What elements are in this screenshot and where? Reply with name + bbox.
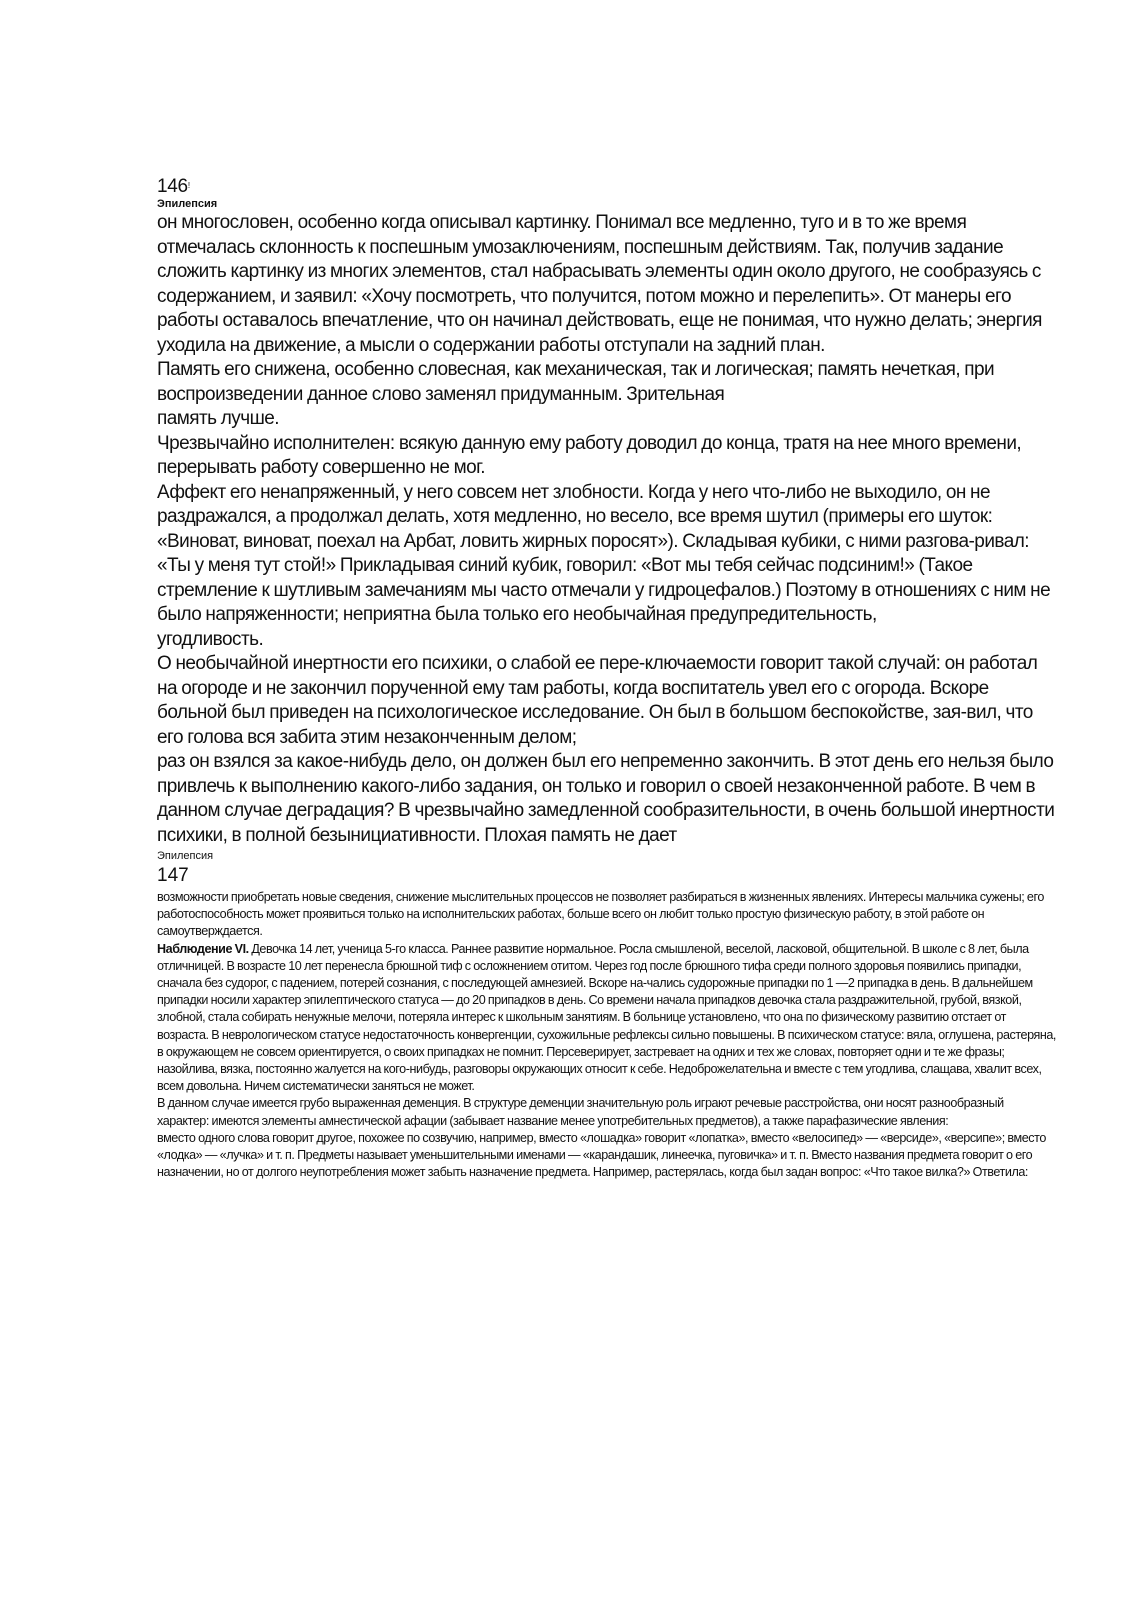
paragraph: угодливость. (157, 628, 264, 650)
paragraph (157, 1095, 1057, 1129)
paragraph: О необычайной инертности его психики, о слабой ее пере-ключаемости говорит такой случай: он работал на огороде и не закончил порученной ему там работы, когда воспитатель увел его с огорода. Вскоре больной был приведен на психологическое исследование. Он был в большом беспокойстве, зая-вил, что его голова вся забита этим незаконченным делом; (157, 653, 1038, 748)
paragraph-text: вместо одного слова говорит другое, похожее по созвучию, например, вместо «лошадка» говорит «лопатка», вместо «велосипед» — «версиде», «версипе»; вместо «лодка» — «лучка» и т. п. Предметы называет уменьшительными именами — «карандашик, линеечка, пуговичка» и т. п. Вместо названия предмета говорит о его назначении, но от долгого неупотребления может забыть назначение предмета. Например, растерялась, когда был задан вопрос: «Что такое вилка?» Ответила: (157, 1130, 1046, 1180)
observation-paragraph (157, 941, 1057, 1096)
page-number-mark: ! (187, 181, 190, 190)
paragraph (157, 1130, 1057, 1182)
paragraph: Чрезвычайно исполнителен: всякую данную ему работу доводил до конца, тратя на нее много времени, перерывать работу совершенно не мог. (157, 432, 1022, 478)
paragraph-text: Девочка 14 лет, ученица 5-го класса. Раннее развитие нормальное. Росла смышленой, веселой, ласковой, общительной. В школе с 8 лет, была отличницей. В возрасте 10 лет перенесла брюшной тиф с осложнением отитом. Через год после брюшного тифа среди полного здоровья появились припадки, сначала без судорог, с падением, потерей сознания, с последующей амнезией. Вскоре на-чались судорожные припадки по 1 —2 припадка в день. В дальнейшем припадки носили характер эпилептического статуса — до 20 припадков в день. Со времени начала припадков девочка стала раздражительной, грубой, вязкой, злобной, стала собирать ненужные мелочи, потеряла интерес к школьным занятиям. В больнице установлено, что она по физическому развитию отстает от возраста. В неврологическом статусе недостаточность конвергенции, сухожильные рефлексы сильно повышены. В психическом статусе: вяла, оглушена, растеряна, в окружающем не совсем ориентируется, о своих припадках не помнит. Персеверирует, застревает на одних и тех же словах, повторяет одни и те же фразы; назойлива, вязка, постоянно жалуется на кого-нибудь, разговоры окружающих относит к себе. Недоброжелательна и вместе с тем угодлива, слащава, хвалит всех, всем довольна. Ничем систематически заняться не может. (157, 941, 1056, 1094)
paragraph: Память его снижена, особенно словесная, как механическая, так и логическая; память нечеткая, при воспроизведении данное слово заменял придуманным. Зрительная (157, 359, 995, 405)
page-number-value: 146 (157, 176, 188, 197)
running-head-second: Эпилепсия (157, 850, 214, 862)
observation-label: Наблюдение VI. (157, 941, 249, 956)
paragraph: раз он взялся за какое-нибудь дело, он должен был его непременно закончить. В этот день его нельзя было привлечь к выполнению какого-либо задания, он только и говорил о своей незаконченной работе. В чем в данном случае деградация? В чрезвычайно замедленной сообразительности, в очень большой инертности психики, в полной безынициативности. Плохая память не дает (157, 751, 1055, 846)
paragraph-text: В данном случае имеется грубо выраженная деменция. В структуре деменции значительную роль играют речевые расстройства, они носят разнообразный характер: имеются элементы амнестической афации (забывает название менее употребительных предметов), а также парафазические явления: (157, 1096, 1004, 1128)
large-text-block (157, 211, 1057, 848)
page-number-second: 147 (157, 865, 189, 886)
paragraph-text: возможности приобретать новые сведения, снижение мыслительных процессов не позволяет разбираться в жизненных явлениях. Интересы мальчика сужены; его работоспособность может проявиться только на исполнительских работах, больше всего он любит только простую физическую работу, в этой работе он самоутверждается. (157, 890, 1044, 939)
page-number-top (157, 177, 1057, 197)
running-head-top: Эпилепсия (157, 198, 218, 210)
small-text-block (157, 889, 1057, 1181)
paragraph (157, 889, 1057, 941)
paragraph: Аффект его ненапряженный, у него совсем нет злобности. Когда у него что-либо не выходило, он не раздражался, а продолжал делать, хотя медленно, но весело, все время шутил (примеры его шуток: «Виноват, виноват, поехал на Арбат, ловить жирных поросят»). Складывая кубики, с ними разгова-ривал: «Ты у меня тут стой!» Прикладывая синий кубик, говорил: «Вот мы тебя сейчас подсиним!» (Такое стремление к шутливым замечаниям мы часто отмечали у гидроцефалов.) Поэтому в отношениях с ним не было напряженности; неприятна была только его необычайная предупредительность, (157, 481, 1051, 625)
paragraph: память лучше. (157, 408, 280, 429)
paragraph: он многословен, особенно когда описывал картинку. Понимал все медленно, туго и в то же время отмечалась склонность к поспешным умозаключениям, поспешным действиям. Так, получив задание сложить картинку из многих элементов, стал набрасывать элементы один около другого, не сообразуясь с содержанием, и заявил: «Хочу посмотреть, что получится, потом можно и перелепить». От манеры его работы оставалось впечатление, что он начинал действовать, еще не понимая, что нужно делать; энергия уходила на движение, а мысли о содержании работы отступали на задний план. (157, 212, 1042, 356)
book-page (157, 177, 1057, 1181)
